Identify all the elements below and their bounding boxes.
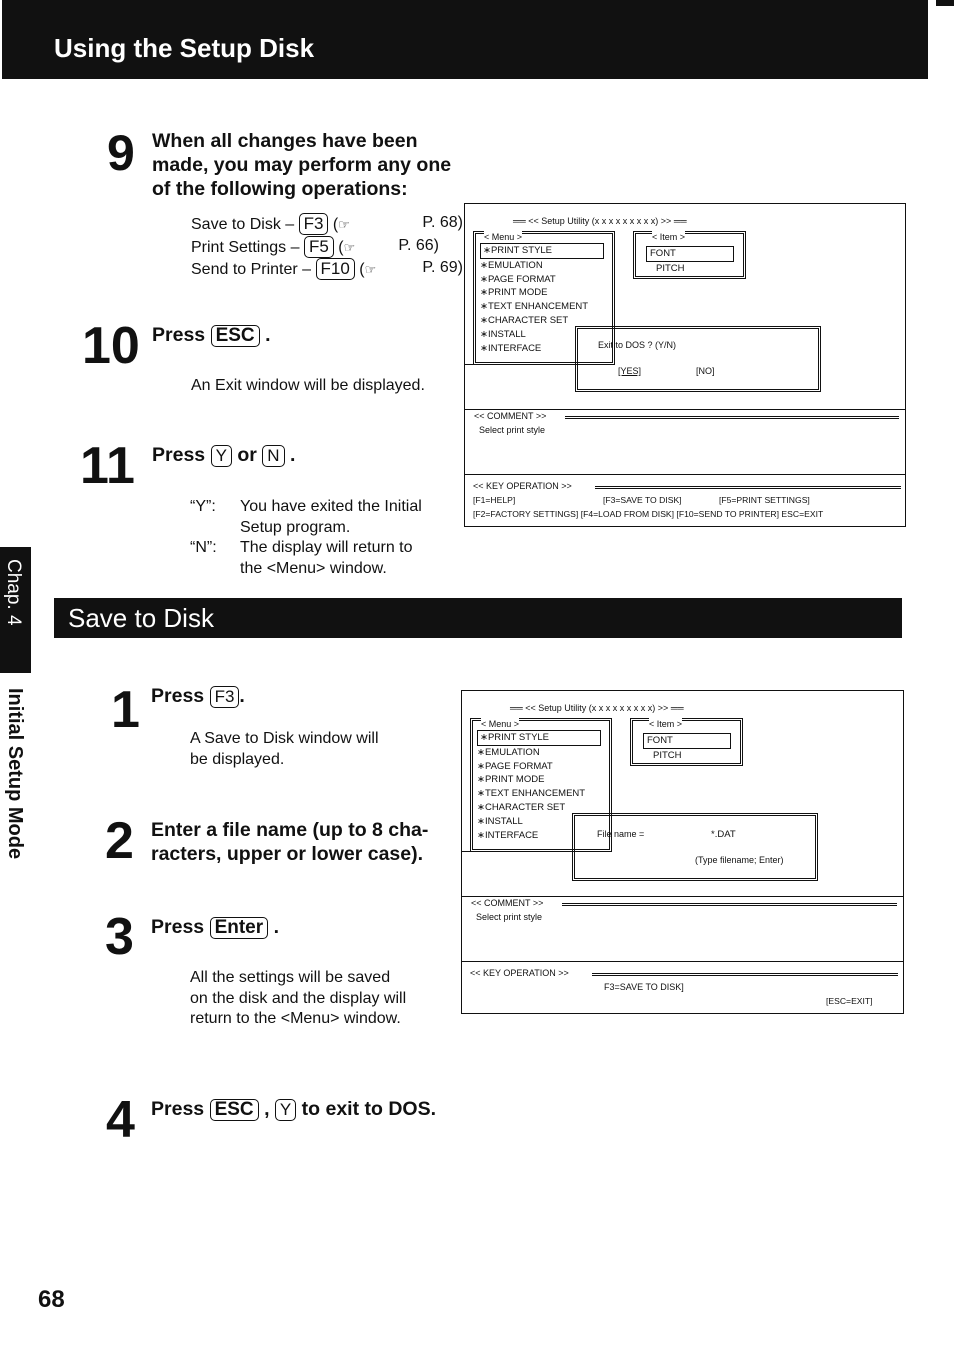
menu-item-selected[interactable]: ∗PRINT STYLE [477, 730, 601, 746]
menu-item[interactable]: ∗PAGE FORMAT [480, 273, 556, 285]
answer-y [190, 497, 460, 538]
item-panel [633, 231, 746, 279]
comment-title: << COMMENT >> [474, 411, 547, 421]
step-11-heading [152, 443, 295, 467]
key-help-f3: [F3=SAVE TO DISK] [603, 495, 682, 505]
punct: . [289, 444, 296, 466]
option-page: P. 66) [398, 236, 439, 254]
key-enter: Enter [210, 917, 269, 939]
option-label: Print Settings – [191, 238, 300, 256]
menu-item[interactable]: ∗CHARACTER SET [477, 801, 566, 813]
answer-label: “N”: [190, 539, 217, 556]
text-line: A Save to Disk window will [190, 730, 379, 747]
menu-item[interactable]: ∗PRINT MODE [480, 287, 548, 299]
punct: , [264, 1098, 270, 1120]
text-line: All the settings will be saved [190, 969, 391, 986]
save-step-4-number: 4 [106, 1091, 135, 1149]
menu-item[interactable]: ∗PAGE FORMAT [477, 760, 553, 772]
text-line: return to the <Menu> window. [190, 1010, 401, 1027]
press-label: Press [151, 685, 205, 707]
step-9-number: 9 [107, 125, 135, 181]
item-panel-title: < Item > [649, 718, 682, 732]
key-help-line [473, 494, 515, 508]
item-list [646, 246, 734, 276]
key-operation-title: << KEY OPERATION >> [470, 968, 569, 978]
hand-pointer-icon: ☞ [343, 239, 356, 255]
save-step-1-text [190, 729, 379, 770]
divider [465, 474, 905, 475]
menu-item[interactable]: ∗INTERFACE [477, 829, 539, 841]
step-9-options [191, 213, 463, 281]
step-9-heading [152, 129, 472, 201]
text-line: be displayed. [190, 750, 285, 768]
setup-utility-screen-save [461, 690, 904, 1014]
answer-line: You have exited the Initial [240, 498, 422, 515]
menu-panel-title: < Menu > [481, 718, 519, 732]
comment-text: Select print style [479, 425, 546, 435]
press-label: Press [151, 916, 205, 938]
press-label: Press [152, 324, 206, 346]
filename-label: File name = [597, 829, 645, 839]
option-label: Send to Printer – [191, 261, 312, 278]
menu-item[interactable]: ∗EMULATION [480, 259, 543, 271]
save-step-2-number: 2 [105, 812, 134, 870]
punct: . [273, 916, 279, 938]
key-y: Y [275, 1099, 296, 1121]
comment-rule [565, 416, 899, 419]
menu-item[interactable]: ∗INSTALL [480, 328, 526, 340]
screen-title: ══ << Setup Utility (x x x x x x x x x) >> ══ [510, 703, 684, 713]
menu-item[interactable]: ∗TEXT ENHANCEMENT [480, 301, 589, 313]
side-section-text: Initial Setup Mode [4, 688, 26, 860]
answer-label: “Y”: [190, 498, 216, 515]
exit-dialog [575, 326, 821, 392]
key-operation-rule [595, 486, 901, 489]
step-9-heading-line: made, you may perform any one [152, 154, 452, 176]
option-save-to-disk: Save to Disk – F3 (☞ P. 68) [191, 213, 463, 236]
menu-item[interactable]: ∗PRINT MODE [477, 774, 545, 786]
option-print-settings: Print Settings – F5 (☞ P. 66) [191, 236, 463, 259]
page-header-bar [2, 0, 928, 79]
key-f3: F3 [299, 213, 329, 235]
option-label: Save to Disk – [191, 216, 295, 233]
key-f3: F3 [210, 686, 240, 708]
menu-item[interactable]: ∗EMULATION [477, 746, 540, 758]
hand-pointer-icon: ☞ [364, 262, 377, 277]
answer-line: Setup program. [240, 518, 351, 536]
item-panel-title: < Item > [652, 231, 685, 245]
answer-n [190, 538, 460, 579]
step-11-answers [190, 497, 460, 579]
step-10-number: 10 [82, 317, 140, 375]
chapter-tab-label: Chap. 4 [3, 559, 24, 626]
step-4-tail: to exit to DOS. [301, 1098, 437, 1120]
filename-hint: (Type filename; Enter) [695, 855, 784, 865]
key-y: Y [211, 445, 232, 467]
chapter-tab [0, 547, 31, 673]
menu-item[interactable]: ∗INTERFACE [480, 342, 542, 354]
option-send-to-printer: Send to Printer – F10 (☞ P. 69) [191, 258, 463, 281]
yes-option[interactable]: [YES] [618, 366, 642, 376]
punct: . [239, 685, 245, 707]
screen-title-text: << Setup Utility (x x x x x x x x x) >> [528, 216, 672, 226]
key-operation-title: << KEY OPERATION >> [473, 481, 572, 491]
exit-dialog-text: Exit to DOS ? (Y/N) [598, 340, 677, 350]
section-title: Save to Disk [68, 603, 214, 633]
step-9-heading-line: of the following operations: [152, 178, 408, 200]
item-value[interactable]: PITCH [653, 749, 682, 761]
heading-line: racters, upper or lower case). [151, 843, 424, 865]
no-option[interactable]: [NO] [696, 366, 715, 376]
save-step-3-text [190, 968, 406, 1030]
section-bar [54, 598, 902, 638]
menu-item[interactable]: ∗CHARACTER SET [480, 314, 569, 326]
heading-line: Enter a file name (up to 8 cha- [151, 819, 429, 841]
key-help-line-2: [F2=FACTORY SETTINGS] [F4=LOAD FROM DISK] [F10=SEND TO PRINTER] ESC=EXIT [473, 509, 824, 519]
save-step-2-heading [151, 818, 461, 866]
key-f5: F5 [304, 236, 334, 258]
key-esc: ESC [211, 325, 260, 347]
key-help-f3: F3=SAVE TO DISK] [604, 982, 684, 992]
save-step-3-number: 3 [105, 908, 134, 966]
press-label: Press [152, 444, 206, 466]
key-f10: F10 [316, 258, 355, 280]
comment-text: Select print style [476, 912, 543, 922]
option-page: P. 68) [422, 214, 463, 231]
filename-dialog [572, 813, 818, 881]
screen-title-text: << Setup Utility (x x x x x x x x x) >> [525, 703, 669, 713]
answer-line: The display will return to [240, 539, 413, 556]
save-step-4-heading [151, 1097, 436, 1121]
page-number: 68 [38, 1286, 65, 1313]
text-line: on the disk and the display will [190, 989, 407, 1007]
comment-title: << COMMENT >> [471, 898, 544, 908]
step-11-number: 11 [80, 437, 135, 495]
item-list [643, 733, 731, 763]
key-help-f1: [F1=HELP] [473, 495, 516, 505]
hand-pointer-icon: ☞ [338, 217, 350, 232]
save-step-1-number: 1 [111, 681, 140, 739]
step-10-text: An Exit window will be displayed. [191, 377, 425, 394]
punct: . [265, 324, 271, 346]
key-operation-rule [592, 973, 898, 976]
menu-item-selected[interactable]: ∗PRINT STYLE [480, 243, 604, 259]
item-panel [630, 718, 743, 766]
save-step-3-heading [151, 915, 279, 939]
key-esc: ESC [210, 1099, 259, 1121]
step-9-heading-line: When all changes have been [152, 130, 418, 152]
item-value[interactable]: PITCH [656, 262, 685, 274]
key-help-esc: [ESC=EXIT] [826, 996, 873, 1006]
or-label: or [237, 444, 257, 466]
press-label: Press [151, 1098, 205, 1120]
divider [462, 961, 903, 962]
comment-rule [562, 903, 897, 906]
filename-input[interactable]: *.DAT [711, 829, 736, 840]
setup-utility-screen-exit [464, 203, 906, 527]
menu-item[interactable]: ∗INSTALL [477, 815, 523, 827]
divider [462, 851, 572, 852]
key-help-f5: [F5=PRINT SETTINGS] [719, 495, 810, 505]
side-section-label [0, 688, 31, 888]
screen-title: ══ << Setup Utility (x x x x x x x x x) >> ══ [513, 216, 687, 226]
key-n: N [262, 445, 284, 467]
option-page: P. 69) [422, 259, 463, 276]
save-step-1-heading [151, 684, 245, 708]
page-header-title: Using the Setup Disk [54, 33, 315, 63]
step-10-heading [152, 323, 270, 347]
menu-item[interactable]: ∗TEXT ENHANCEMENT [477, 788, 586, 800]
corner-mark [936, 0, 954, 6]
item-selected[interactable]: FONT [643, 733, 731, 749]
item-selected[interactable]: FONT [646, 246, 734, 262]
divider [465, 364, 575, 365]
answer-line: the <Menu> window. [240, 559, 387, 577]
menu-panel-title: < Menu > [484, 231, 522, 245]
